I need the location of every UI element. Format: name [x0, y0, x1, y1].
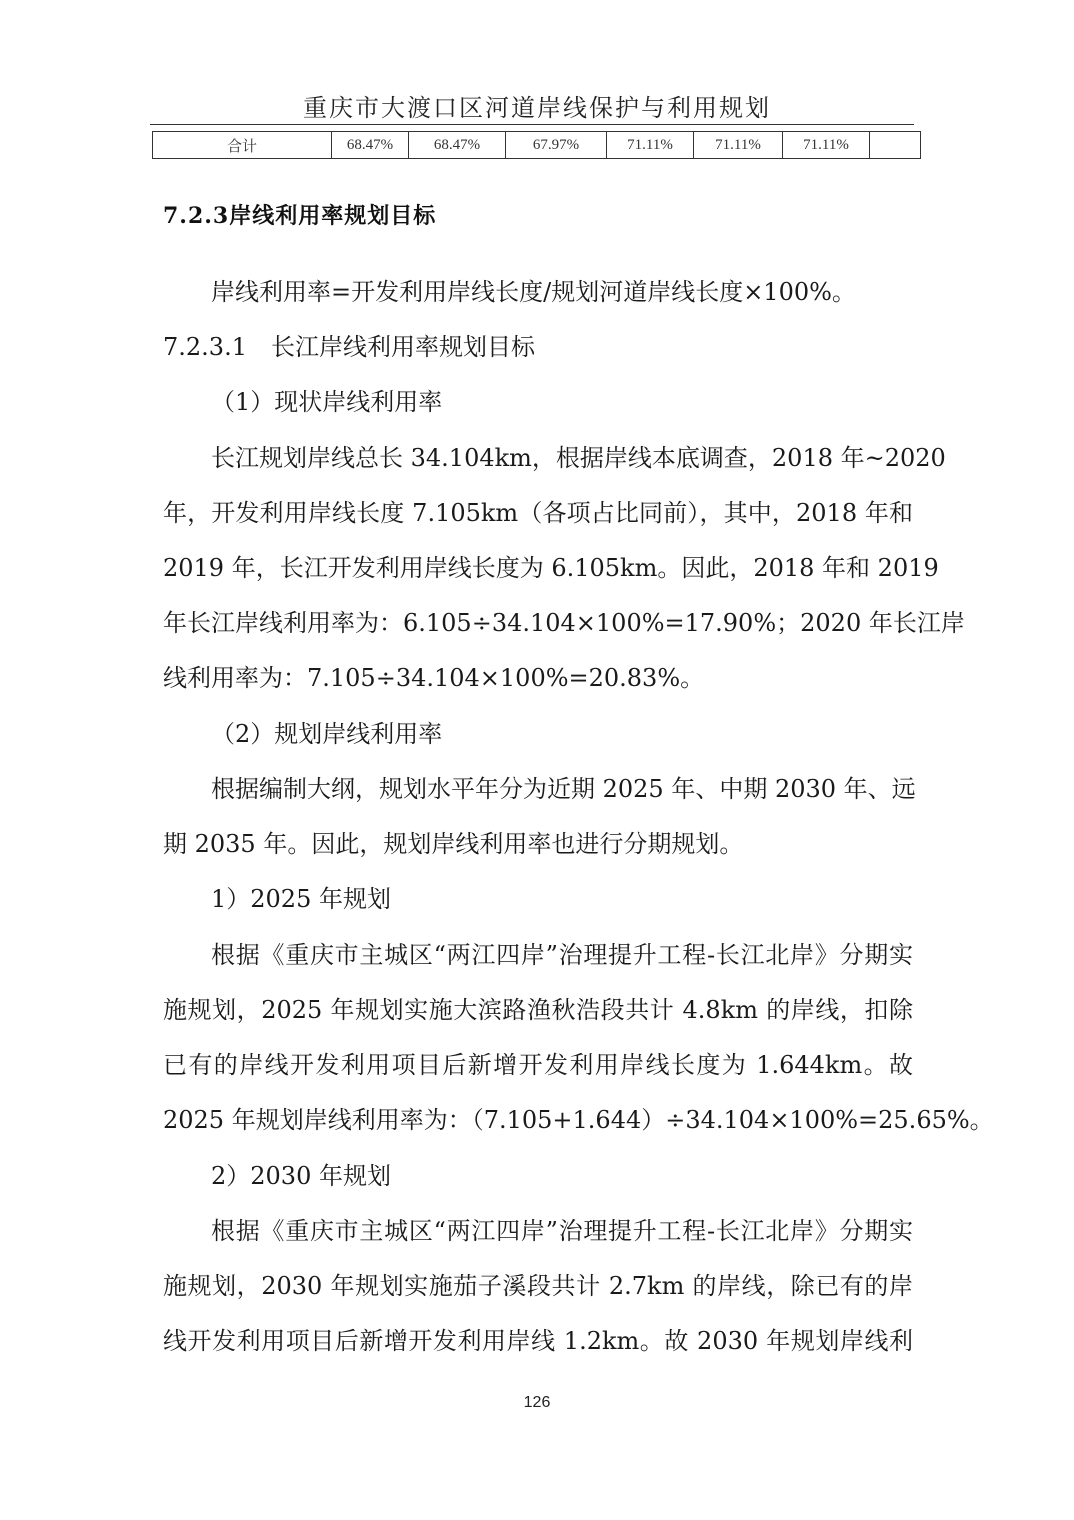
- running-header-title: 重庆市大渡口区河道岸线保护与利用规划: [303, 94, 771, 122]
- body-line: 年，开发利用岸线长度 7.105km（各项占比同前），其中，2018 年和: [163, 499, 913, 527]
- header-divider: [150, 124, 914, 125]
- body-line: 2019 年，长江开发利用岸线长度为 6.105km。因此，2018 年和 2019: [163, 554, 939, 582]
- table-cell: [870, 132, 921, 159]
- body-line: 根据《重庆市主城区“两江四岸”治理提升工程-长江北岸》分期实: [211, 941, 913, 969]
- table-cell: 68.47%: [332, 132, 409, 159]
- table-cell: 67.97%: [506, 132, 607, 159]
- body-line: 根据《重庆市主城区“两江四岸”治理提升工程-长江北岸》分期实: [211, 1217, 913, 1245]
- table-row-total: [153, 132, 921, 159]
- body-line: 施规划，2030 年规划实施茄子溪段共计 2.7km 的岸线，除已有的岸: [163, 1272, 913, 1300]
- item-heading: 2）2030 年规划: [211, 1162, 391, 1190]
- page-number: 126: [523, 1394, 551, 1411]
- body-line: 线开发利用项目后新增开发利用岸线 1.2km。故 2030 年规划岸线利: [163, 1327, 913, 1355]
- body-line: 年长江岸线利用率为：6.105÷34.104×100%=17.90%；2020 年长江岸: [163, 609, 965, 637]
- body-line: 根据编制大纲，规划水平年分为近期 2025 年、中期 2030 年、远: [211, 775, 916, 803]
- section-heading: 7.2.3岸线利用率规划目标: [163, 203, 437, 229]
- body-line: 施规划，2025 年规划实施大滨路渔秋浩段共计 4.8km 的岸线，扣除: [163, 996, 913, 1024]
- body-line: 2025 年规划岸线利用率为：（7.105+1.644）÷34.104×100%=25.65%。: [163, 1106, 994, 1134]
- body-line: 岸线利用率=开发利用岸线长度/规划河道岸线长度×100%。: [211, 278, 856, 306]
- table-cell: 71.11%: [694, 132, 783, 159]
- item-heading: （1）现状岸线利用率: [211, 388, 443, 416]
- table-cell: 71.11%: [607, 132, 694, 159]
- table-cell-label: 合计: [153, 132, 332, 159]
- body-line: 长江规划岸线总长 34.104km，根据岸线本底调查，2018 年~2020: [211, 444, 946, 472]
- item-heading: （2）规划岸线利用率: [211, 720, 443, 748]
- body-line: 线利用率为：7.105÷34.104×100%=20.83%。: [163, 664, 705, 692]
- body-line: 期 2035 年。因此，规划岸线利用率也进行分期规划。: [163, 830, 744, 858]
- item-heading: 1）2025 年规划: [211, 885, 391, 913]
- summary-table: [152, 131, 921, 159]
- body-line: 已有的岸线开发利用项目后新增开发利用岸线长度为 1.644km。故: [163, 1051, 913, 1079]
- table-cell: 68.47%: [409, 132, 506, 159]
- table-cell: 71.11%: [783, 132, 870, 159]
- subsection-heading: 7.2.3.1 长江岸线利用率规划目标: [163, 333, 535, 361]
